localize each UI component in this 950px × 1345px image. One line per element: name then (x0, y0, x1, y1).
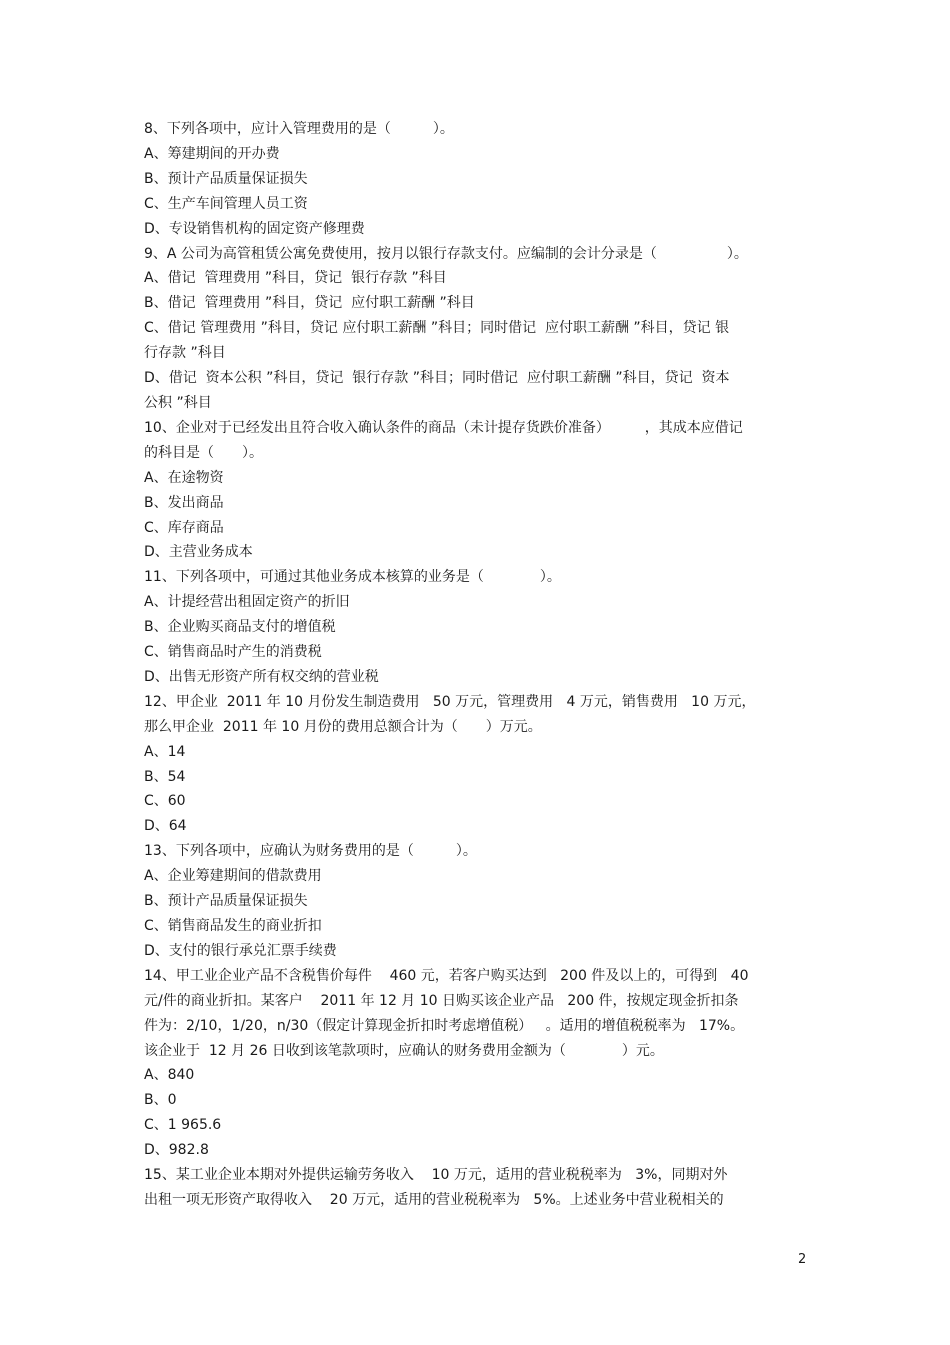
text-line: C、库存商品 (144, 519, 224, 536)
text-line: 件为：2/10，1/20，n/30（假定计算现金折扣时考虑增值税） 。适用的增值税税率为 17%。 (144, 1017, 745, 1034)
text-line: 公积 ”科目 (144, 394, 212, 411)
text-line: D、64 (144, 818, 187, 835)
text-line: 出租一项无形资产取得收入 20 万元，适用的营业税税率为 5%。上述业务中营业税相关的 (144, 1191, 724, 1208)
text-line: A、14 (144, 743, 186, 760)
text-line: A、在途物资 (144, 469, 224, 486)
text-line: 15、某工业企业本期对外提供运输劳务收入 10 万元，适用的营业税税率为 3%，同期对外 (144, 1167, 728, 1184)
document-body (144, 117, 809, 1213)
text-line: B、借记 管理费用 ”科目，贷记 应付职工薪酬 ”科目 (144, 295, 475, 312)
page-number: 2 (798, 1252, 807, 1267)
text-line: C、1 965.6 (144, 1117, 222, 1134)
text-line: A、计提经营出租固定资产的折旧 (144, 594, 350, 611)
text-line: C、60 (144, 793, 186, 810)
text-line: B、企业购买商品支付的增值税 (144, 619, 336, 636)
text-line: 行存款 ”科目 (144, 345, 226, 362)
text-line: 11、下列各项中，可通过其他业务成本核算的业务是（ ）。 (144, 569, 561, 586)
text-line: 元/件的商业折扣。某客户 2011 年 12 月 10 日购买该企业产品 200 件，按规定现金折扣条 (144, 992, 739, 1009)
text-line: B、54 (144, 768, 186, 785)
text-line: D、专设销售机构的固定资产修理费 (144, 220, 365, 237)
text-line: A、筹建期间的开办费 (144, 145, 280, 162)
text-line: 该企业于 12 月 26 日收到该笔款项时，应确认的财务费用金额为（ ）元。 (144, 1042, 664, 1059)
text-line: B、预计产品质量保证损失 (144, 893, 308, 910)
text-line: 10、企业对于已经发出且符合收入确认条件的商品（未计提存货跌价准备） ，其成本应借记 (144, 419, 743, 436)
text-line: D、支付的银行承兑汇票手续费 (144, 942, 337, 959)
text-line: A、借记 管理费用 ”科目，贷记 银行存款 ”科目 (144, 270, 447, 287)
text-line: C、生产车间管理人员工资 (144, 195, 308, 212)
text-line: B、0 (144, 1092, 177, 1109)
text-line: D、出售无形资产所有权交纳的营业税 (144, 668, 379, 685)
text-line: D、主营业务成本 (144, 544, 253, 561)
text-line: B、预计产品质量保证损失 (144, 170, 308, 187)
text-line: B、发出商品 (144, 494, 224, 511)
text-line: A、企业筹建期间的借款费用 (144, 868, 322, 885)
text-line: 13、下列各项中，应确认为财务费用的是（ ）。 (144, 843, 477, 860)
text-line: D、982.8 (144, 1142, 209, 1159)
text-line: A、840 (144, 1067, 195, 1084)
text-line: C、借记 管理费用 ”科目，贷记 应付职工薪酬 ”科目；同时借记 应付职工薪酬 ”科目，贷记 银 (144, 320, 730, 337)
text-line: 8、下列各项中，应计入管理费用的是（ ）。 (144, 121, 454, 137)
text-line: 的科目是（ ）。 (144, 444, 263, 461)
text-line: D、借记 资本公积 ”科目，贷记 银行存款 ”科目；同时借记 应付职工薪酬 ”科目，贷记 资本 (144, 370, 730, 387)
text-line: 9、A 公司为高管租赁公寓免费使用，按月以银行存款支付。应编制的会计分录是（ ）。 (144, 245, 748, 262)
text-line: C、销售商品时产生的消费税 (144, 644, 322, 661)
text-line: 那么甲企业 2011 年 10 月份的费用总额合计为（ ）万元。 (144, 718, 542, 735)
text-line: 12、甲企业 2011 年 10 月份发生制造费用 50 万元，管理费用 4 万元，销售费用 10 万元， (144, 693, 756, 710)
text-line: 14、甲工业企业产品不含税售价每件 460 元，若客户购买达到 200 件及以上的，可得到 40 (144, 967, 749, 984)
text-line: C、销售商品发生的商业折扣 (144, 918, 322, 934)
